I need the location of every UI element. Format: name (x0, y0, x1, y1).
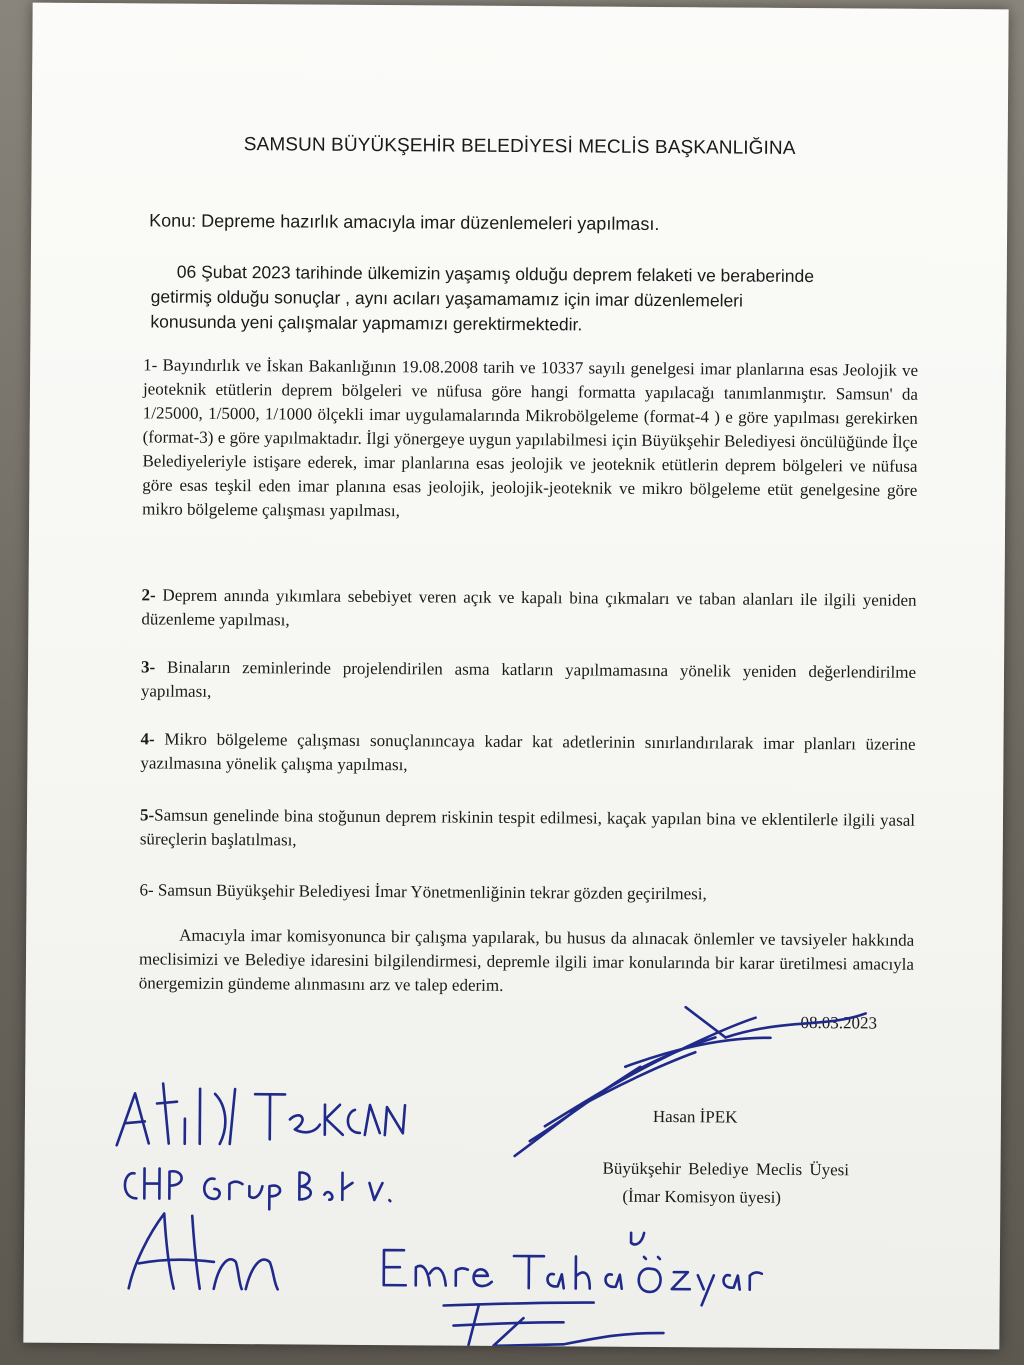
item-number: 4- (140, 729, 155, 749)
intro-line: getirmiş olduğu sonuçlar , aynı acıları yaşamamamız için imar düzenlemeleri (150, 286, 744, 311)
closing-paragraph: Amacıyla imar komisyonunca bir çalışma yapılarak, bu husus da alınacak önlemler ve tavsiyeler hakkında meclisimizi ve Belediye idaresini bilgilendirmesi, depremle ilgili imar konularında bir karar üretilmesi amacıyla önergemizin gündeme alınmasını arz ve talep ederim. (138, 925, 915, 995)
document-title: SAMSUN BÜYÜKŞEHİR BELEDİYESİ MECLİS BAŞKANLIĞINA (243, 134, 796, 159)
item-number: 1- (143, 355, 158, 375)
handwritten-line-2 (125, 1168, 391, 1210)
item-number: 5- (139, 805, 155, 825)
handwritten-signature-3 (129, 1213, 279, 1289)
subject-line: Konu: Depreme hazırlık amacıyla imar düzenlemeleri yapılması. (149, 210, 660, 234)
handwritten-line-1 (117, 1083, 405, 1147)
item-text: Deprem anında yıkımlara sebebiyet veren açık ve kapalı bina çıkmaları ve taban alanları ile ilgili yeniden düzenleme yapılması, (141, 585, 917, 630)
handwritten-signatures (23, 3, 1008, 1350)
item-text: Mikro bölgeleme çalışması sonuçlanıncaya kadar kat adetlerinin sınırlandırılarak imar planları üzerine yazılmasına yönelik çalışma yapılması, (140, 729, 916, 775)
signatory-name: Hasan İPEK (652, 1106, 738, 1127)
item-number: 2- (141, 585, 156, 605)
handwritten-signature-4 (443, 1302, 663, 1348)
item-text: Bayındırlık ve İskan Bakanlığının 19.08.2008 tarih ve 10337 sayılı genelgesi imar planlarına esas Jeolojik ve jeoteknik etütlerin deprem bölgeleri ve nüfusa göre hangi formatta yapılacağı tanımlanmıştır. Samsun' da 1/25000, 1/5000, 1/1000 ölçekli imar uygulamalarında Mikrobölgeleme (format-4 ) e göre yapılması gerekirken (format-3) e göre yapılmaktadır. İlgi yönergeye uygun yapılabilmesi için Büyükşehir Belediyesi öncülüğünde İlçe Belediyeleriyle istişare ederek, imar planlarına esas jeolojik ve jeoteknik etütlerin deprem bölgeleri ve nüfusa göre esas teşkil eden imar planına esas jeolojik, jeolojik-jeoteknik ve mikro bölgeleme etüt genelgesine göre mikro bölgeleme çalışması yapılması, (142, 355, 919, 521)
document-page (23, 3, 1008, 1350)
item-text: Samsun genelinde bina stoğunun deprem riskinin tespit edilmesi, kaçak yapılan bina ve eklentilerle ilgili yasal süreçlerin başlatılması, (139, 805, 916, 850)
item-text: Samsun Büyükşehir Belediyesi İmar Yönetmenliğinin tekrar gözden geçirilmesi, (157, 880, 707, 904)
item-number: 3- (140, 657, 156, 677)
item-text: Binaların zeminlerinde projelendirilen asma katların yapılmamasına yönelik yeniden değerlendirilme yapılması, (140, 657, 917, 701)
signatory-role: Büyükşehir Belediye Meclis Üyesi (602, 1158, 850, 1180)
handwritten-line-3 (384, 1231, 762, 1306)
intro-line: konusunda yeni çalışmalar yapmamızı gerektirmektedir. (150, 311, 583, 335)
document-date: 08.03.2023 (800, 1012, 878, 1033)
intro-line: 06 Şubat 2023 tarihinde ülkemizin yaşamış olduğu deprem felaketi ve beraberinde (176, 261, 815, 287)
item-number: 6- (139, 880, 154, 900)
signatory-role-detail: (İmar Komisyon üyesi) (622, 1186, 782, 1207)
hasan-ipek-signature (515, 1006, 866, 1158)
